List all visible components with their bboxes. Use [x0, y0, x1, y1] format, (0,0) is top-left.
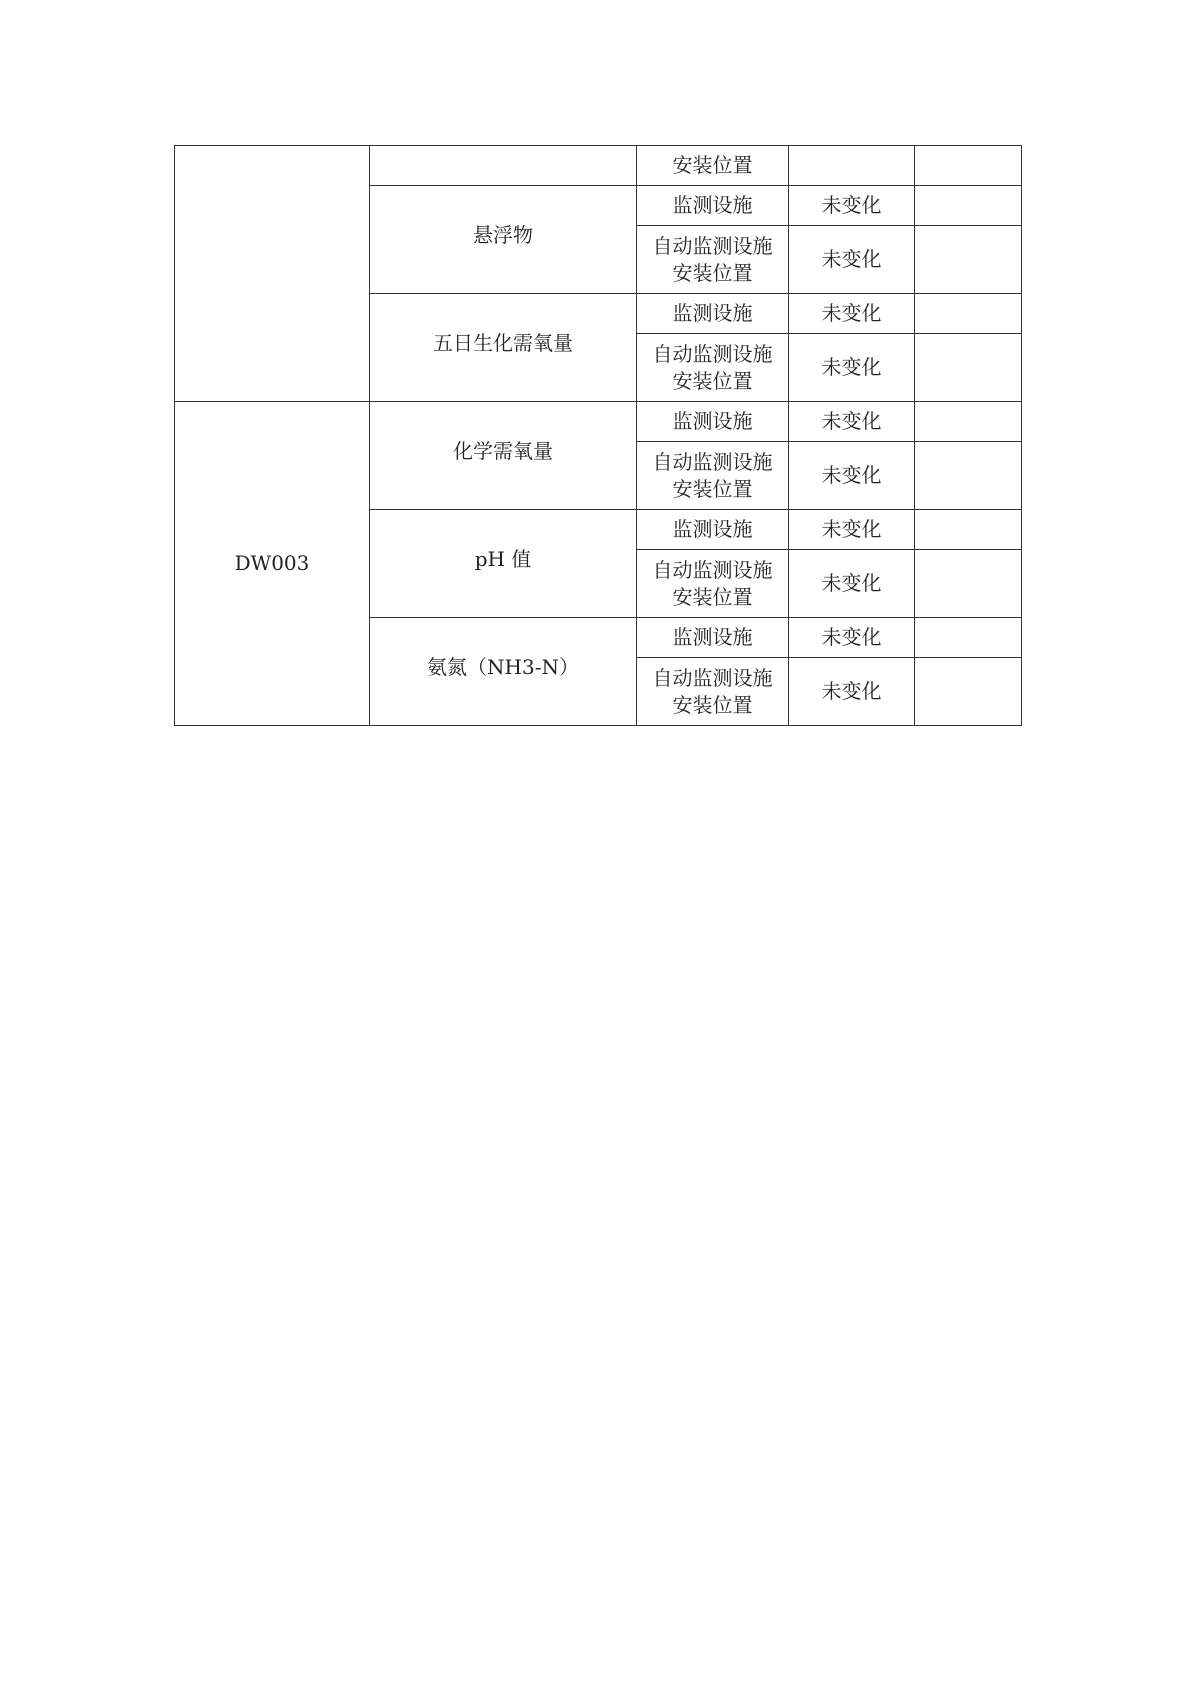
item-line: 自动监测设施 [652, 449, 773, 474]
note-cell [915, 146, 1022, 186]
item-cell [637, 550, 789, 618]
pollutant-name: 氨氮（NH3-N） [427, 655, 579, 679]
item-line: 安装位置 [672, 476, 753, 501]
item-cell: 监测设施 [637, 618, 789, 658]
item-line: 自动监测设施 [652, 665, 773, 690]
status-cell [789, 146, 915, 186]
item-cell: 监测设施 [637, 186, 789, 226]
note-cell [915, 334, 1022, 402]
pollutant-name: 悬浮物 [473, 223, 533, 247]
pollutant-cell [370, 618, 637, 726]
pollutant-name: pH 值 [474, 547, 532, 571]
item-line: 自动监测设施 [652, 341, 773, 366]
status-cell: 未变化 [789, 442, 915, 510]
item-cell [637, 226, 789, 294]
monitoring-table [174, 145, 1022, 726]
status-cell: 未变化 [789, 402, 915, 442]
pollutant-name: 化学需氧量 [453, 439, 553, 463]
item-cell: 安装位置 [637, 146, 789, 186]
status-cell: 未变化 [789, 550, 915, 618]
item-line: 安装位置 [672, 584, 753, 609]
table-row [175, 146, 1022, 186]
note-cell [915, 510, 1022, 550]
item-cell [637, 442, 789, 510]
status-cell: 未变化 [789, 510, 915, 550]
item-line: 安装位置 [672, 260, 753, 285]
pollutant-name: 五日生化需氧量 [433, 331, 573, 355]
outlet-cell: DW003 [175, 402, 370, 726]
note-cell [915, 294, 1022, 334]
pollutant-cell [370, 186, 637, 294]
status-cell: 未变化 [789, 186, 915, 226]
pollutant-cell [370, 402, 637, 510]
item-line: 自动监测设施 [652, 233, 773, 258]
item-line: 安装位置 [672, 368, 753, 393]
note-cell [915, 442, 1022, 510]
status-cell: 未变化 [789, 294, 915, 334]
table-row [175, 402, 1022, 442]
note-cell [915, 658, 1022, 726]
item-cell [637, 658, 789, 726]
note-cell [915, 618, 1022, 658]
outlet-cell [175, 146, 370, 402]
item-cell: 监测设施 [637, 402, 789, 442]
note-cell [915, 226, 1022, 294]
pollutant-cell [370, 294, 637, 402]
note-cell [915, 186, 1022, 226]
pollutant-cell [370, 146, 637, 186]
pollutant-cell [370, 510, 637, 618]
item-cell [637, 334, 789, 402]
status-cell: 未变化 [789, 226, 915, 294]
item-line: 自动监测设施 [652, 557, 773, 582]
item-line: 安装位置 [672, 692, 753, 717]
item-cell: 监测设施 [637, 294, 789, 334]
item-cell: 监测设施 [637, 510, 789, 550]
status-cell: 未变化 [789, 618, 915, 658]
status-cell: 未变化 [789, 334, 915, 402]
status-cell: 未变化 [789, 658, 915, 726]
note-cell [915, 550, 1022, 618]
note-cell [915, 402, 1022, 442]
